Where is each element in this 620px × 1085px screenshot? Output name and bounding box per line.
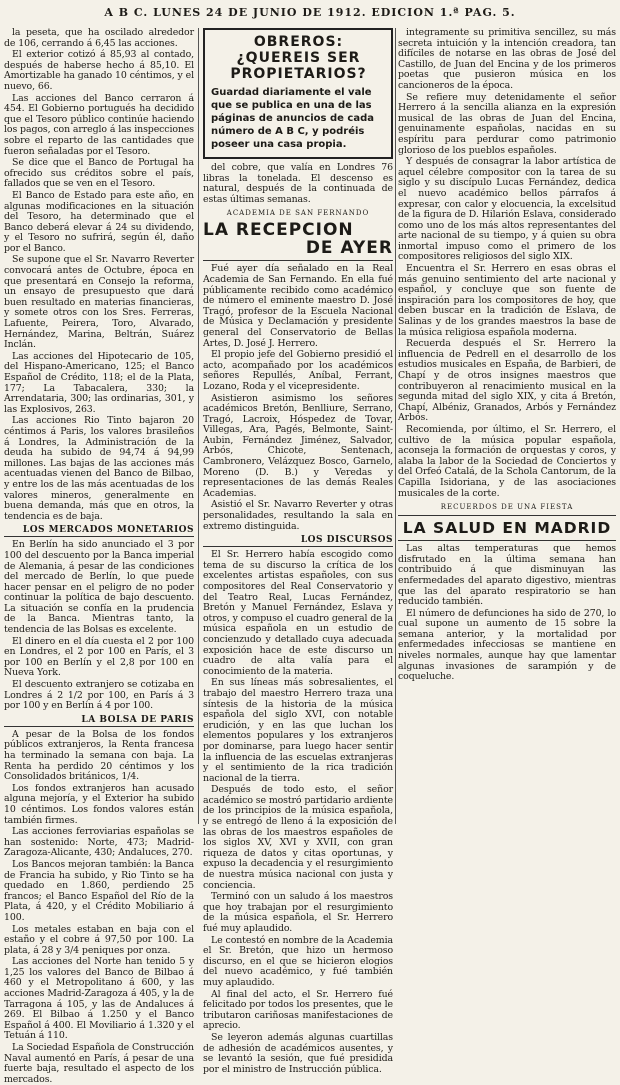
paragraph: Los metales estaban en baja con el estaño y el cobre á 97,50 por 100. La plata, á 28 y 3/4 peniques por onza. (4, 923, 194, 956)
section-heading-bolsa-paris: LA BOLSA DE PARIS (4, 715, 194, 727)
column-rule-2 (395, 28, 396, 824)
article-finance (4, 28, 194, 522)
headline-salud-madrid: LA SALUD EN MADRID (402, 519, 612, 538)
paragraph: El exterior cotizó á 85,93 al contado, después de haberse hecho á 85,10. El Amortizable ha ganado 10 céntimos, y el nuevo, 66. (4, 49, 194, 92)
paragraph: El dinero en el día cuesta el 2 por 100 en Londres, el 2 por 100 en París, el 3 por 100 en Berlín y el 2,8 por 100 en Nueva York. (4, 635, 194, 679)
divider (398, 540, 616, 541)
paragraph: Las acciones ferroviarias españolas se han sostenido: Norte, 473; Madrid-Zaragoza-Alicante, 430; Andaluces, 270. (4, 826, 194, 859)
section-ornament-academia: ACADEMIA DE SAN FERNANDO (226, 209, 370, 218)
headline-recepcion: LA RECEPCION (203, 220, 354, 241)
paragraph: Y después de consagrar la labor artística de aquel célebre compositor con la tarea de su siglo y su discípulo Lucas Fernández, dedica el nuevo académico bellos párrafos á expresar, con calor y elocuencia, la excelsitud de la figura de D. Hilarión Eslava, considerado como uno de los más altos representantes del arte nacional de su tiempo, y á quien su obra inmortal impuso como el primero de los compositores religiosos del siglo XIX. (398, 156, 616, 263)
paragraph: Fué ayer día señalado en la Real Academia de San Fernando. En ella fué públicamente recibido como académico de número el eminente maestro D. José Tragó, profesor de la Escuela Nacional de Música y Declamación y presidente general del Conservatorio de Bellas Artes, D. José J. Herrero. (203, 263, 393, 349)
section-heading-mercados: LOS MERCADOS MONETARIOS (4, 525, 194, 537)
paragraph: Las acciones del Hipotecario de 105, del Hispano-Americano, 125; el Banco Español de Crédito, 118; el de la Plata, 177; La Tabacalera, 330; la Arrendataria, 300; las ordinarias, 301, y las Explosivos, 263. (4, 350, 194, 415)
paragraph: Las acciones Rio Tinto bajaron 20 céntimos á Paris, los valores brasileños á Londres, la Administración de la deuda ha subido de 94,74 á 94,99 millones. Las bajas de las acciones más acentuadas vienen del Banco de Bilbao, y entre los de las más acentuadas de los valores mineros, generalmente en buena demanda, más que en otros, la tendencia es de baja. (4, 415, 194, 522)
column-left (4, 27, 194, 1085)
paragraph: El propio jefe del Gobierno presidió el acto, acompañado por los académicos señores Repullés, Aníbal, Ferrant, Lozano, Roda y el vicepresidente. (203, 349, 393, 392)
paragraph: Le contestó en nombre de la Academia el Sr. Bretón, que hizo un hermoso discurso, en el que se hicieron elogios del nuevo académico, y fué también muy aplaudido. (203, 934, 393, 988)
paragraph: Encuentra el Sr. Herrero en esas obras el más genuino sentimiento del arte nacional y español, y concluye que son fuente de inspiración para los compositores de hoy, que deben buscar en la tradición de Eslava, de Salinas y de los grandes maestros la base de la música religiosa española moderna. (398, 263, 616, 338)
paragraph: Las acciones del Norte han tenido 5 y 1,25 los valores del Banco de Bilbao á 460 y el Metropolitano á 600, y las acciones Madrid-Zaragoza á 405, y la de Tarragona á 105, y las de Andaluces á 269. El Bilbao á 1.250 y el Banco Español á 400. El Moviliario á 1.320 y el Tetuán á 110. (4, 956, 194, 1042)
paragraph: del cobre, que valía en Londres 76 libras la tonelada. El descenso es natural, después de la continuada de estas últimas semanas. (203, 162, 393, 205)
column-rule-1 (198, 28, 199, 824)
paragraph: Se refiere muy detenidamente el señor Herrero á la sencilla alianza en la expresión musical de las obras de Juan del Encina, genuinamente españolas, nacidas en su espíritu para perdurar como patrimonio glorioso de los pueblos españoles. (398, 91, 616, 156)
paragraph: El Sr. Herrero había escogido como tema de su discurso la crítica de los excelentes artistas españoles, con sus compositores del Real Conservatorio y del Teatro Real, Lucas Fernández, Bretón y Manuel Fernández, Eslava y otros, y compuso el cuadro general de la música española en un estudio de concienzudo y detallado cuya adecuada exposición hace de este discurso un cuadro de alta valía para el conocimiento de la materia. (203, 549, 393, 677)
paragraph: Terminó con un saludo á los maestros que hoy trabajan por el resurgimiento de la música española, el Sr. Herrero fué muy aplaudido. (203, 891, 393, 934)
paragraph: Después de todo esto, el señor académico se mostró partidario ardiente de los principios de la música española, y se entregó de lleno á la exposición de las obras de los maestros españoles de los siglos XV, XVI y XVII, con gran riqueza de datos y citas oportunas, y expuso la decadencia y el resurgimiento de nuestra música nacional con justa y conciencia. (203, 784, 393, 891)
paragraph: Se leyeron además algunas cuartillas de adhesión de académicos ausentes, y se levantó la sesión, que fué presidida por el ministro de Instrucción pública. (203, 1031, 393, 1075)
ad-text: Guardad diariamente el vale que se publica en una de las páginas de anuncios de cada número de A B C, y podréis poseer una casa propia. (211, 87, 374, 150)
paragraph: Los Bancos mejoran también: la Banca de Francia ha subido, y Rio Tinto se ha quedado en 1.860, perdiendo 25 francos; el Banco Español del Río de la Plata, á 420, y el Crédito Mobiliario á 100. (4, 858, 194, 923)
paragraph: integramente su primitiva sencillez, su más secreta intuición y la intención creadora, tan difíciles de notarse en las obras de José del Castillo, de Juan del Encina y de los primeros poetas que pusieron música en los cancioneros de la época. (398, 27, 616, 91)
paragraph: Los fondos extranjeros han acusado alguna mejoría, y el Exterior ha subido 10 céntimos. Los fondos valores están también firmes. (4, 782, 194, 826)
column-right (398, 28, 616, 826)
paragraph: A pesar de la Bolsa de los fondos públicos extranjeros, la Renta francesa ha terminado la semana con baja. La Renta ha perdido 20 céntimos y los Consolidados británicos, 1/4. (4, 728, 194, 783)
paragraph: Se dice que el Banco de Portugal ha ofrecido sus créditos sobre el país, fallados que se ven en el Tesoro. (4, 157, 194, 190)
divider (398, 515, 616, 516)
paragraph: Recomienda, por último, el Sr. Herrero, el cultivo de la música popular española, aconseja la formación de orquestas y coros, y alaba la labor de la Sociedad de Conciertos y del Orfeó Catalá, de la Schola Cantorum, de la Capilla Isidoriana, y de las asociaciones musicales de la corte. (398, 423, 616, 499)
paragraph: Asistió el Sr. Navarro Reverter y otras personalidades, resultando la sala en extremo distinguida. (203, 499, 393, 532)
masthead: A B C. LUNES 24 DE JUNIO DE 1912. EDICION 1.ª PAG. 5. (104, 6, 516, 19)
paragraph: Se supone que el Sr. Navarro Reverter convocará antes de Octubre, época en que presentará en Consejo la reforma, un ensayo de presupuesto que dará buen resultado en materias financieras, y somete otros con los Sres. Ferreras, Lafuente, Peirera, Toro, Alvarado, Hernández, Marina, Beltrán, Suárez Inclán. (4, 254, 194, 351)
headline-de-ayer: DE AYER (305, 238, 393, 259)
paragraph: Las acciones del Banco cerraron á 454. El Gobierno portugués ha decidido que el Tesoro público continúe haciendo los pagos, con arreglo á las inspecciones sobre el reparto de las cantidades que fueron señaladas por el Tesoro. (4, 92, 194, 157)
divider (203, 260, 393, 261)
ad-title: OBREROS: ¿QUEREIS SER PROPIETARIOS? (230, 34, 367, 82)
paragraph: En sus líneas más sobresalientes, el trabajo del maestro Herrero traza una síntesis de la historia de la música española del siglo XVI, con notable erudición, y en las que luchan los elementos populares y los extranjeros por dominarse, para luego hacer sentir la influencia de las escuelas extranjeras y el sentimiento de la rica tradición nacional de la tierra. (203, 677, 393, 784)
paragraph: El descuento extranjero se cotizaba en Londres á 2 1/2 por 100, en París á 3 por 100 y en Berlín á 4 por 100. (4, 679, 194, 712)
section-ornament: RECUERDOS DE UNA FIESTA (440, 503, 574, 512)
paragraph: La Sociedad Española de Construcción Naval aumentó en París, á pesar de una fuerte baja, resultado el aspecto de los mercados. (4, 1042, 194, 1085)
paragraph: Asistieron asimismo los señores académicos Bretón, Benlliure, Serrano, Tragó, Lacroix, Hóspedez de Tovar, Villegas, Ara, Pagés, Belmonte, Saint-Aubin, Fernández Jiménez, Salvador, Arbós, Chicote, Sentenach, Cambronero, Velázquez Bosco, Garnelo, Moreno (D. B.) y Veredas y representaciones de las demás Reales Academias. (203, 392, 393, 499)
paragraph: En Berlín ha sido anunciado el 3 por 100 del descuento por la Banca imperial de Alemania, á pesar de las condiciones del mercado de Berlín, lo que puede hacer pensar en el peligro de no poder continuar la política de bajo descuento. La situación se confía en la prudencia de la Banca. Mientras tanto, la tendencia de las Bolsas es excelente. (4, 539, 194, 636)
paragraph: Recuerda después el Sr. Herrero la influencia de Pedrell en el desarrollo de los estudios musicales en España, de Barbieri, de Chapí y de otros insignes maestros que contribuyeron al renacimiento musical en la segunda mitad del siglo XIX, y cita á Bretón, Chapí, Albéniz, Granados, Arbós y Fernández Arbós. (398, 338, 616, 424)
section-heading-discursos: LOS DISCURSOS (203, 535, 393, 547)
advertisement-box (203, 28, 393, 159)
paragraph: El Banco de Estado para este año, en algunas modificaciones en la situación del Tesoro, ha determinado que el Banco deberá elevar á 24 su dividendo, y el Tesoro no sufrirá, según él, daño por el Banco. (4, 189, 194, 254)
paragraph: El número de defunciones ha sido de 270, lo cual supone un aumento de 15 sobre la semana anterior, y la mortalidad por enfermedades infecciosas se mantiene en niveles normales, aunque hay que lamentar algunas invasiones de sarampión y de coqueluche. (398, 607, 616, 683)
paragraph: la peseta, que ha oscilado alrededor de 106, cerrando á 6,45 las acciones. (4, 27, 194, 49)
column-middle (203, 28, 393, 1075)
paragraph: Al final del acto, el Sr. Herrero fué felicitado por todos los presentes, que le tributaron cariñosas manifestaciones de aprecio. (203, 988, 393, 1032)
paragraph: Las altas temperaturas que hemos disfrutado en la última semana han contribuido á que disminuyan las enfermedades del aparato digestivo, mientras que las del aparato respiratorio se han reducido también. (398, 543, 616, 608)
